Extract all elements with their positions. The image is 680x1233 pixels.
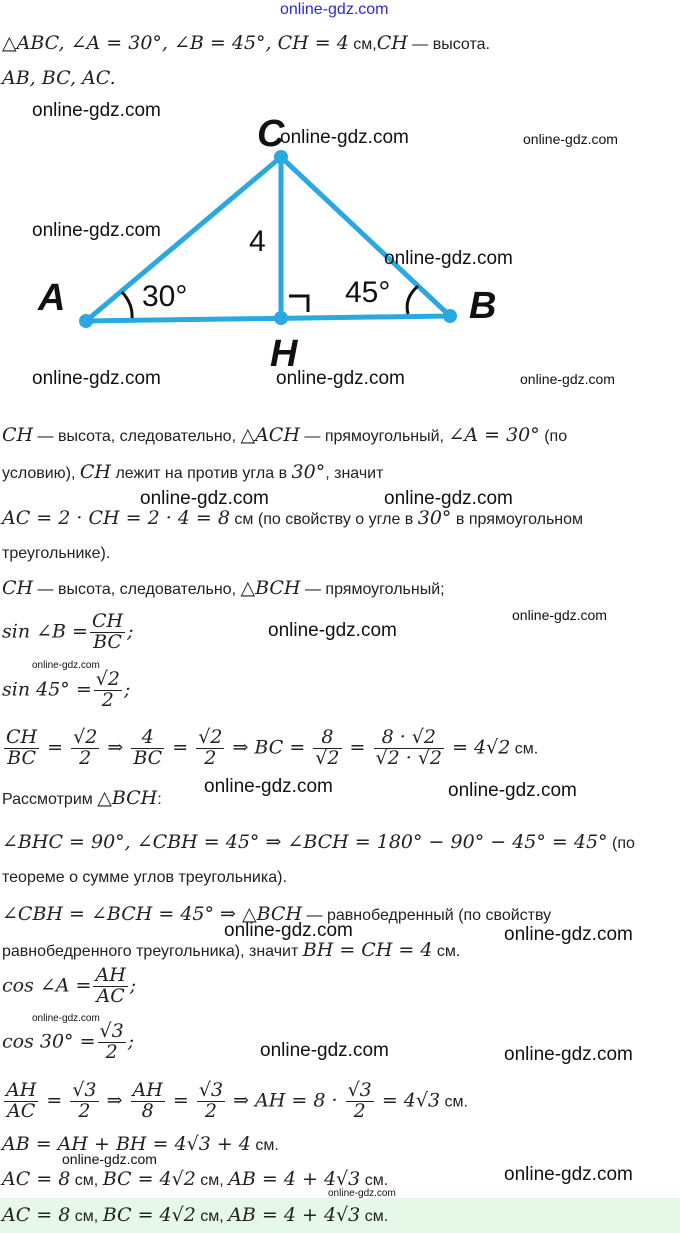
isosceles-line: ∠CBH = ∠BCH = 45° ⇒ △BCH — равнобедренный (по свойству xyxy=(2,903,552,925)
watermark: online-gdz.com xyxy=(504,1164,633,1185)
watermark: online-gdz.com xyxy=(140,488,269,509)
isosceles-line-2: равнобедренного треугольника), значит BH = CH = 4 см. xyxy=(2,939,461,961)
cos-30-formula: cos 30° = $\frac{√3}{2}$ ; xyxy=(2,1020,135,1063)
watermark: online-gdz.com xyxy=(384,248,513,269)
watermark: online-gdz.com xyxy=(32,220,161,241)
solution-line-2: условию), CH лежит на против угла в 30°, значит xyxy=(2,461,384,483)
answer-line: AC = 8 см, BC = 4√2 см, AB = 4 + 4√3 см. xyxy=(2,1204,389,1226)
label-angle-b: 45° xyxy=(345,276,391,309)
watermark: online-gdz.com xyxy=(32,660,100,671)
side-ab xyxy=(86,316,450,321)
ah-equation: $\frac{AH}{AC}$ = $\frac{√3}{2}$ ⇒ $\frac{AH}{8}$ = $\frac{√3}{2}$ ⇒ AH = 8 · $\frac{√3}{2}$ = 4√3 см. xyxy=(6,1079,468,1122)
right-angle-mark xyxy=(289,296,308,312)
bc-equation: $\frac{CH}{BC}$ = $\frac{√2}{2}$ ⇒ $\frac{4}{BC}$ = $\frac{√2}{2}$ ⇒ BC = $\frac{8}{√2}$ = $\frac{8 \cdot √2}{√2 \cdot √2}$ = 4√2 см. xyxy=(6,726,539,769)
sin-b-formula: sin ∠B = $\frac{CH}{BC}$ ; xyxy=(2,610,134,653)
solution-line-5: CH — высота, следовательно, △BCH — прямоугольный; xyxy=(2,577,445,599)
watermark: online-gdz.com xyxy=(384,488,513,509)
label-a: A xyxy=(38,277,66,319)
watermark: online-gdz.com xyxy=(260,1040,389,1061)
solution-line-1: CH — высота, следовательно, △ACH — прямоугольный, ∠A = 30° (по xyxy=(2,424,568,446)
label-ch-length: 4 xyxy=(249,225,266,258)
angles-line: ∠BHC = 90°, ∠CBH = 45° ⇒ ∠BCH = 180° − 90° − 45° = 45° (по xyxy=(2,831,635,853)
label-c: C xyxy=(257,113,285,155)
given-ch: CH xyxy=(376,32,408,54)
site-watermark-top: online-gdz.com xyxy=(280,1,389,18)
watermark: online-gdz.com xyxy=(204,776,333,797)
watermark: online-gdz.com xyxy=(512,607,607,623)
ab-line: AB = AH + BH = 4√3 + 4 см. xyxy=(2,1133,279,1155)
point-h xyxy=(274,311,288,325)
watermark: online-gdz.com xyxy=(62,1151,157,1167)
angle-b-arc xyxy=(407,286,418,314)
watermark: online-gdz.com xyxy=(280,127,409,148)
solution-line-4: треугольнике). xyxy=(2,545,111,562)
given-unit: см, xyxy=(348,36,377,53)
watermark: online-gdz.com xyxy=(328,1188,396,1199)
watermark: online-gdz.com xyxy=(224,920,353,941)
label-b: B xyxy=(469,285,497,327)
result-line: AC = 8 см, BC = 4√2 см, AB = 4 + 4√3 см. xyxy=(2,1168,389,1190)
watermark: online-gdz.com xyxy=(32,1013,100,1024)
watermark: online-gdz.com xyxy=(520,371,615,387)
solution-line-3: AC = 2 · CH = 2 · 4 = 8 см (по свойству о угле в 30° в прямоугольном xyxy=(2,507,584,529)
find-line: AB, BC, AC. xyxy=(2,67,116,89)
watermark: online-gdz.com xyxy=(504,924,633,945)
angle-a-arc xyxy=(122,292,132,318)
watermark: online-gdz.com xyxy=(276,368,405,389)
given-line xyxy=(2,32,490,54)
given-conditions: △ABC, ∠A = 30°, ∠B = 45°, CH = 4 xyxy=(2,32,349,54)
point-a xyxy=(79,314,93,328)
watermark: online-gdz.com xyxy=(268,620,397,641)
label-h: H xyxy=(270,333,298,375)
cos-a-formula: cos ∠A = $\frac{AH}{AC}$ ; xyxy=(2,964,137,1007)
watermark: online-gdz.com xyxy=(448,780,577,801)
point-b xyxy=(443,309,457,323)
watermark: online-gdz.com xyxy=(523,131,618,147)
watermark: online-gdz.com xyxy=(504,1044,633,1065)
angles-line-2: теореме о сумме углов треугольника). xyxy=(2,869,287,886)
given-tail: — высота. xyxy=(407,36,490,53)
watermark: online-gdz.com xyxy=(32,100,161,121)
watermark: online-gdz.com xyxy=(32,368,161,389)
answer-box xyxy=(0,1198,680,1233)
label-angle-a: 30° xyxy=(142,280,188,313)
sin-45-formula: sin 45° = $\frac{√2}{2}$ ; xyxy=(2,668,131,711)
consider-line: Рассмотрим △BCH: xyxy=(2,787,162,809)
